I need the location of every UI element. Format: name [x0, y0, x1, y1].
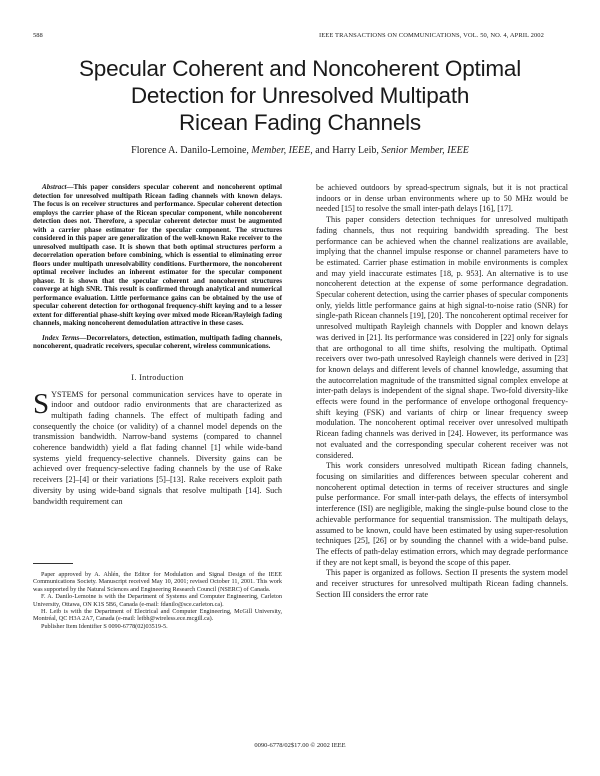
footnote-rule: [33, 563, 73, 564]
left-column: [33, 183, 282, 507]
drop-cap: S: [33, 387, 50, 420]
right-column: [316, 183, 568, 600]
intro-paragraph: [33, 387, 282, 508]
body-paragraph: be achieved outdoors by spread-spectrum signals, but it is not practical indoors or in dense urban environments where up to 50 MHz would be needed [15] to resolve the small inter-path delays [16], [17].: [316, 183, 568, 214]
copyright-footer: 0090-6778/02$17.00 © 2002 IEEE: [254, 742, 346, 749]
footnote: H. Leib is with the Department of Electrical and Computer Engineering, McGill University, Montréal, QC H3A 2A7, Canada (e-mail: leibh@wireless.ece.mcgill.ca).: [33, 608, 282, 623]
abstract-label: Abstract: [42, 183, 67, 191]
author-role: Member, IEEE,: [251, 145, 313, 156]
journal-header: IEEE TRANSACTIONS ON COMMUNICATIONS, VOL. 50, NO. 4, APRIL 2002: [318, 32, 544, 39]
body-paragraph: This paper considers detection techniques for unresolved multipath fading channels, thus not requiring bandwidth spreading. The best performance can be achieved when the channel realizations are available, implying that the channel impulse response or channel parameters have to be estimated. Carrier phase estimation in mobile environments is complex and may yield inaccurate estimates [18, p. 953]. An alternative is to use noncoherent detection at the expense of some performance degradation. Specular coherent detection, using the carrier phases of specular components only, yields little performance gains at high signal-to-noise ratio (SNR) for single-path Ricean channels [19], [20]. The noncoherent optimal receiver for unresolved multipath Rayleigh channels with Doppler and known delays was derived in [21]. Its performance was considered in [22] only for signals that are orthogonal to all time shifts, resolving the multipath. Optimal receivers over two-path unresolved Rayleigh channels were derived in [23] for known delays and different levels of channel knowledge, assuming that the autocorrelation magnitude of the transmitted signal complex envelope at inter-path delays is independent of the signal shape. Two-fold diversity-like effects were found in the performance of envelope orthogonal frequency-shift keying (FSK) and variants of chirp or linear frequency sweep modulation. The noncoherent optimal receiver over unresolved multipath Ricean fading channels was derived in [24]. However, its performance was not evaluated and the corresponding specular coherent receiver was not considered.: [316, 215, 568, 460]
abstract-text: —This paper considers specular coherent and noncoherent optimal detection for unresolved multipath Ricean fading channels with known delays. The focus is on receiver structures and performance. Specular coherent detection employs the carrier phase of the Ricean specular component, while noncoherent detection does not. Therefore, a specular coherent detector must be augmented with a carrier phase estimator for the specular component. The structures considered in this paper are generalization of the well-known Rake receiver to the unresolved multipath case. It is shown that both optimal structures perform a decorrelation operation before combining, which is essential to eliminating error floors under multipath unresolvability conditions. Furthermore, the noncoherent optimal receiver includes an inherent estimator for the specular component phasor. It is shown that the specular coherent and noncoherent structures converge at high SNR. This result is confirmed through analytical and numerical performance evaluation. Little performance gains can be obtained by the use of specular coherent detection for orthogonal frequency-shift keying and to a lesser extent for differential phase-shift keying over mixed mode Ricean/Rayleigh fading channels, making noncoherent demodulation attractive in these cases.: [33, 183, 282, 327]
intro-text: for personal communication services have to operate in indoor and outdoor radio environments that are characterized as multipath fading channels. The effect of multipath fading and consequently the choice (or validity) of a channel model depends on the transmission bandwidth. Narrow-band systems (compared to channel coherence bandwidth) yield a flat fading channel [1] while wide-band systems yield frequency-selective channels. Diversity gains can be achieved over frequency-selective fading channels by the use of Rake receivers [2]–[4] or their variations [5]–[13]. Rake receivers exploit path diversity by using wide-band signals that resolve multipath [14]. Such bandwidth requirement can: [33, 389, 282, 506]
body-paragraph: This paper is organized as follows. Section II presents the system model and receiver structures for unresolved multipath Ricean fading channels. Section III considers the error rate: [316, 568, 568, 599]
title-line: Ricean Fading Channels: [178, 110, 421, 135]
abstract: [33, 183, 282, 328]
first-word: YSTEMS: [51, 389, 84, 399]
index-terms: [33, 334, 282, 351]
footnote: Publisher Item Identifier S 0090-6778(02)03519-5.: [41, 622, 168, 630]
footnotes: [33, 571, 282, 630]
author-line: [40, 145, 560, 156]
title-line: Detection for Unresolved Multipath: [130, 83, 470, 108]
author-name: Florence A. Danilo-Lemoine,: [131, 145, 249, 156]
paper-title: [40, 55, 560, 136]
body-paragraph: This work considers unresolved multipath Ricean fading channels, focusing on similarities and differences between specular coherent and noncoherent optimal detection in terms of receiver structures and single pulse performance. For small inter-path delays, the effects of intersymbol interference (ISI) are negligible, making the single-pulse bound close to the achievable performance for sequential transmission. The multipath delays, assumed to be known, could have been estimated by using super-resolution techniques [25], [26] or by sounding the channel with a wide-band pulse. The effects of path-delay estimation errors, which may degrade performance if they are not kept small, is beyond the scope of this paper.: [316, 461, 568, 567]
footnote: Paper approved by A. Ahlén, the Editor for Modulation and Signal Design of the IEEE Communications Society. Manuscript received May 10, 2001; revised October 11, 2001. This work was supported by the Natural Sciences and Engineering Research Council (NSERC) of Canada.: [33, 571, 282, 593]
section-heading: I. Introduction: [131, 372, 184, 382]
index-terms-text: —Decorrelators, detection, estimation, multipath fading channels, noncoherent, quadratic receivers, specular coherent, wireless communications.: [33, 333, 282, 350]
title-line: Specular Coherent and Noncoherent Optimal: [78, 56, 522, 81]
author-role: Senior Member, IEEE: [381, 145, 469, 156]
page-number: 588: [33, 32, 43, 39]
author-conjunction: and Harry Leib,: [315, 145, 379, 156]
index-terms-label: Index Terms: [42, 333, 80, 342]
footnote: F. A. Danilo-Lemoine is with the Department of Systems and Computer Engineering, Carleton University, Ottawa, ON K1S 5B6, Canada (e-mail: fdanilo@sce.carleton.ca).: [33, 593, 282, 608]
